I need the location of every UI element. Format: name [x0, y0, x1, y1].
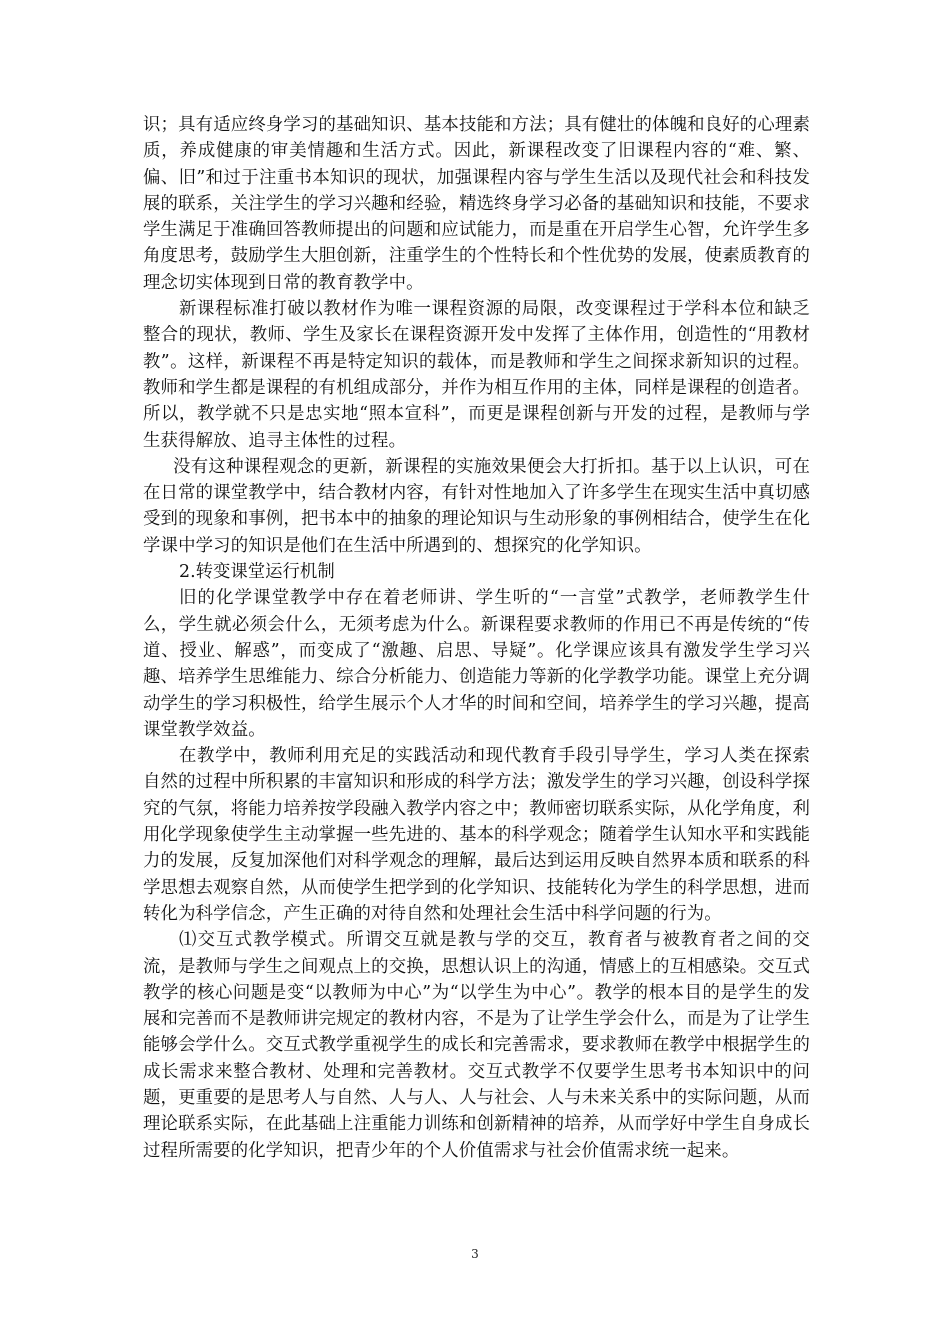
paragraph-teaching-practice: 在教学中，教师利用充足的实践活动和现代教育手段引导学生，学习人类在探索自然的过程中所积累的丰富知识和形成的科学方法；激发学生的学习兴趣，创设科学探究的气氛，将能力培养按学段融入教学内容之中；教师密切联系实际，从化学角度，利用化学现象使学生主动掌握一些先进的、基本的科学观念；随着学生认知水平和实践能力的发展，反复加深他们对科学观念的理解，最后达到运用反映自然界本质和联系的科学思想去观察自然，从而使学生把学到的化学知识、技能转化为学生的科学思想，进而转化为科学信念，产生正确的对待自然和处理社会生活中科学问题的行为。 [143, 746, 810, 924]
paragraph-continuation: 识；具有适应终身学习的基础知识、基本技能和方法；具有健壮的体魄和良好的心理素质，养成健康的审美情趣和生活方式。因此，新课程改变了旧课程内容的“难、繁、偏、旧”和过于注重书本知识的现状，加强课程内容与学生生活以及现代社会和科技发展的联系，关注学生的学习兴趣和经验，精选终身学习必备的基础知识和技能，不要求学生满足于准确回答教师提出的问题和应试能力，而是重在开启学生心智，允许学生多角度思考，鼓励学生大胆创新，注重学生的个性特长和个性优势的发展，使素质教育的理念切实体现到日常的教育教学中。 [143, 115, 810, 293]
paragraph-old-classroom: 旧的化学课堂教学中存在着老师讲、学生听的“一言堂”式教学，老师教学生什么，学生就必须会什么，无须考虑为什么。新课程要求教师的作用已不再是传统的“传道、授业、解惑”，而变成了“激趣、启思、导疑”。化学课应该具有激发学生学习兴趣、培养学生思维能力、综合分析能力、创造能力等新的化学教学功能。课堂上充分调动学生的学习积极性，给学生展示个人才华的时间和空间，培养学生的学习兴趣，提高课堂教学效益。 [143, 588, 810, 740]
page-number: 3 [471, 1247, 479, 1261]
paragraph-curriculum-concept: 没有这种课程观念的更新，新课程的实施效果便会大打折扣。基于以上认识，可在在日常的课堂教学中，结合教材内容，有针对性地加入了许多学生在现实生活中真切感受到的现象和事例，把书本中的抽象的理论知识与生动形象的事例相结合，使学生在化学课中学习的知识是他们在生活中所遇到的、想探究的化学知识。 [143, 456, 810, 556]
paragraph-interactive-teaching: ⑴交互式教学模式。所谓交互就是教与学的交互，教育者与被教育者之间的交流，是教师与学生之间观点上的交换，思想认识上的沟通，情感上的互相感染。交互式教学的核心问题是变“以教师为中心”为“以学生为中心”。教学的根本目的是学生的发展和完善而不是教师讲完规定的教材内容，不是为了让学生学会什么，而是为了让学生能够会学什么。交互式教学重视学生的成长和完善需求，要求教师在教学中根据学生的成长需求来整合教材、处理和完善教材。交互式教学不仅要学生思考书本知识中的问题，更重要的是思考人与自然、人与人、人与社会、人与未来关系中的实际问题，从而理论联系实际，在此基础上注重能力训练和创新精神的培养，从而学好中学生自身成长过程所需要的化学知识，把青少年的个人价值需求与社会价值需求统一起来。 [143, 930, 810, 1161]
section-heading: 2.转变课堂运行机制 [179, 562, 335, 583]
paragraph-curriculum-resources: 新课程标准打破以教材作为唯一课程资源的局限，改变课程过于学科本位和缺乏整合的现状，教师、学生及家长在课程资源开发中发挥了主体作用，创造性的“用教材教”。这样，新课程不再是特定知识的载体，而是教师和学生之间探求新知识的过程。教师和学生都是课程的有机组成部分，并作为相互作用的主体，同样是课程的创造者。所以，教学就不只是忠实地“照本宣科”，而更是课程创新与开发的过程，是教师与学生获得解放、追寻主体性的过程。 [143, 299, 810, 451]
document-body [143, 112, 810, 1164]
